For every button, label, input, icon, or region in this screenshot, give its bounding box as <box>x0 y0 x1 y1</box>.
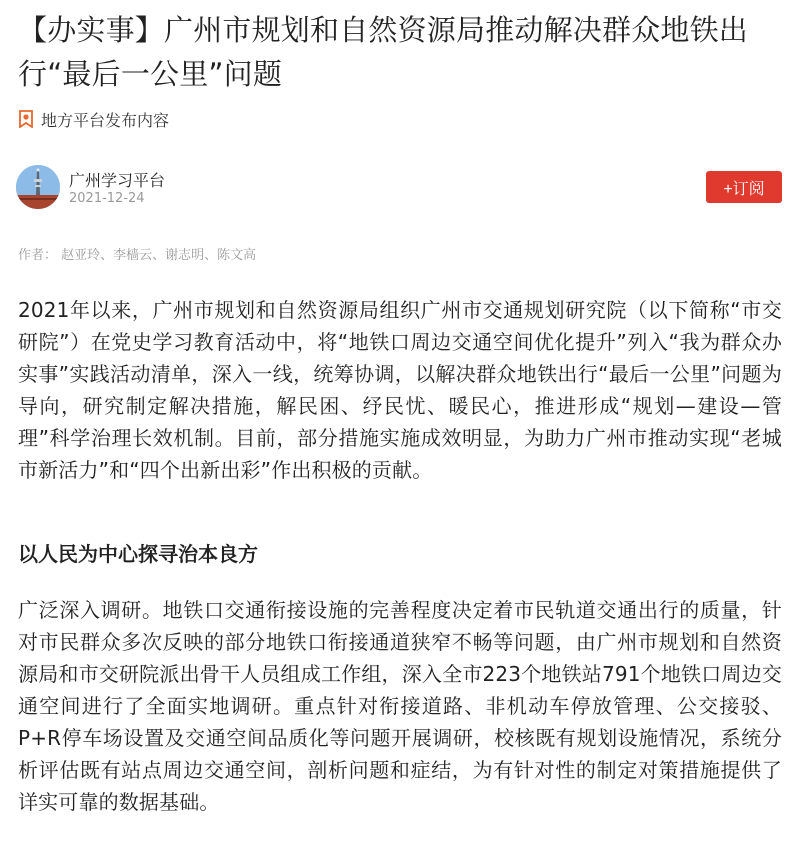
article-paragraph: 广泛深入调研。地铁口交通衔接设施的完善程度决定着市民轨道交通出行的质量，针对市民群众多次反映的部分地铁口衔接通道狭窄不畅等问题，由广州市规划和自然资源局和市交研院派出骨干人员组成工作组，深入全市223个地铁站791个地铁口周边交通空间进行了全面实地调研。重点针对衔接道路、非机动车停放管理、公交接驳、P+R停车场设置及交通空间品质化等问题开展调研，校核既有规划设施情况，系统分析评估既有站点周边交通空间，剖析问题和症结，为有针对性的制定对策措施提供了详实可靠的数据基础。 <box>18 598 782 814</box>
source-tag-label: 地方平台发布内容 <box>41 110 170 130</box>
article-title: 【办实事】广州市规划和自然资源局推动解决群众地铁出行“最后一公里”问题 <box>18 13 749 91</box>
author-name[interactable]: 广州学习平台 <box>69 171 166 190</box>
authors-line: 作者： 赵亚玲、李樯云、谢志明、陈文高 <box>18 248 257 263</box>
author-row <box>16 165 782 213</box>
source-tag[interactable] <box>18 107 169 131</box>
subscribe-button[interactable]: +订阅 <box>706 171 782 203</box>
avatar[interactable] <box>16 165 60 209</box>
bookmark-badge-icon <box>18 110 34 128</box>
article-paragraph: 2021年以来，广州市规划和自然资源局组织广州市交通规划研究院（以下简称“市交研院”）在党史学习教育活动中，将“地铁口周边交通空间优化提升”列入“我为群众办实事”实践活动清单，深入一线，统筹协调，以解决群众地铁出行“最后一公里”问题为导向，研究制定解决措施，解民困、纾民忧、暖民心，推进形成“规划—建设—管理”科学治理长效机制。目前，部分措施实施成效明显，为助力广州市推动实现“老城市新活力”和“四个出新出彩”作出积极的贡献。 <box>18 298 783 482</box>
section-heading: 以人民为中心探寻治本良方 <box>18 542 258 566</box>
publish-date: 2021-12-24 <box>69 191 145 206</box>
